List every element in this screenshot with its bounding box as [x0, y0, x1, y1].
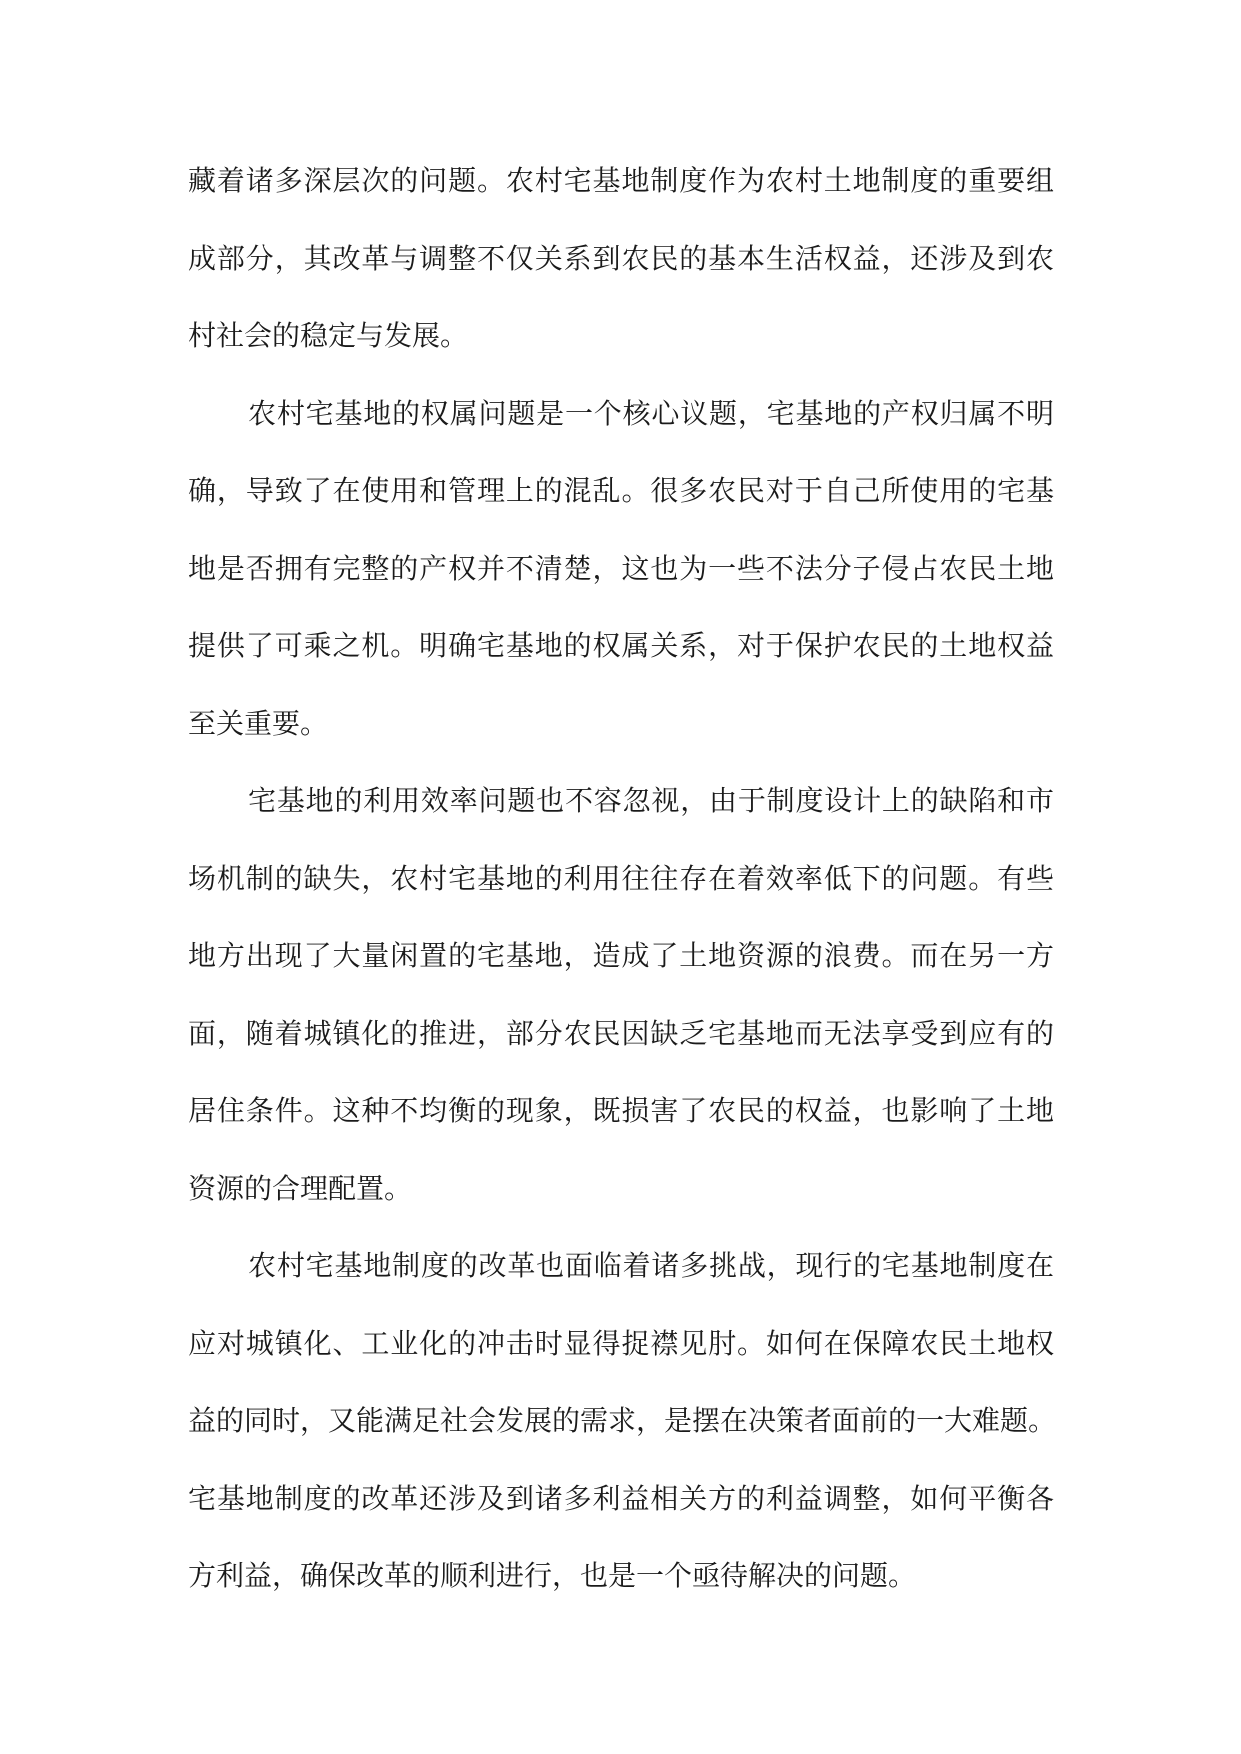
- paragraph-2-line-5: 至关重要。: [188, 706, 329, 740]
- document-body: [188, 142, 1057, 1615]
- paragraph-2-line-1: 农村宅基地的权属问题是一个核心议题，宅基地的产权归属不明: [248, 396, 1054, 430]
- paragraph-3-line-6: 资源的合理配置。: [188, 1171, 413, 1205]
- paragraph-3-line-3: 地方出现了大量闲置的宅基地，造成了土地资源的浪费。而在另一方: [188, 939, 1054, 972]
- paragraph-3-line-1: 宅基地的利用效率问题也不容忽视，由于制度设计上的缺陷和市: [248, 784, 1054, 817]
- paragraph-4-line-5: 方利益，确保改革的顺利进行，也是一个亟待解决的问题。: [188, 1559, 917, 1592]
- paragraph-3-line-2: 场机制的缺失，农村宅基地的利用往往存在着效率低下的问题。有些: [188, 861, 1054, 895]
- paragraph-4-line-1: 农村宅基地制度的改革也面临着诸多挑战，现行的宅基地制度在: [248, 1249, 1054, 1282]
- paragraph-1-line-3: 村社会的稳定与发展。: [188, 319, 469, 352]
- paragraph-2-line-2: 确，导致了在使用和管理上的混乱。很多农民对于自己所使用的宅基: [188, 474, 1054, 507]
- paragraph-2-line-3: 地是否拥有完整的产权并不清楚，这也为一些不法分子侵占农民土地: [188, 551, 1054, 585]
- paragraph-3-line-4: 面，随着城镇化的推进，部分农民因缺乏宅基地而无法享受到应有的: [188, 1016, 1054, 1050]
- paragraph-4-line-2: 应对城镇化、工业化的冲击时显得捉襟见肘。如何在保障农民土地权: [188, 1326, 1054, 1360]
- paragraph-4-line-3: 益的同时，又能满足社会发展的需求，是摆在决策者面前的一大难题。: [188, 1404, 1057, 1437]
- paragraph-1-line-2: 成部分，其改革与调整不仅关系到农民的基本生活权益，还涉及到农: [188, 241, 1054, 275]
- paragraph-1-line-1: 藏着诸多深层次的问题。农村宅基地制度作为农村土地制度的重要组: [188, 164, 1054, 197]
- paragraph-2-line-4: 提供了可乘之机。明确宅基地的权属关系，对于保护农民的土地权益: [188, 629, 1054, 662]
- paragraph-3-line-5: 居住条件。这种不均衡的现象，既损害了农民的权益，也影响了土地: [188, 1094, 1054, 1127]
- paragraph-4-line-4: 宅基地制度的改革还涉及到诸多利益相关方的利益调整，如何平衡各: [188, 1481, 1054, 1515]
